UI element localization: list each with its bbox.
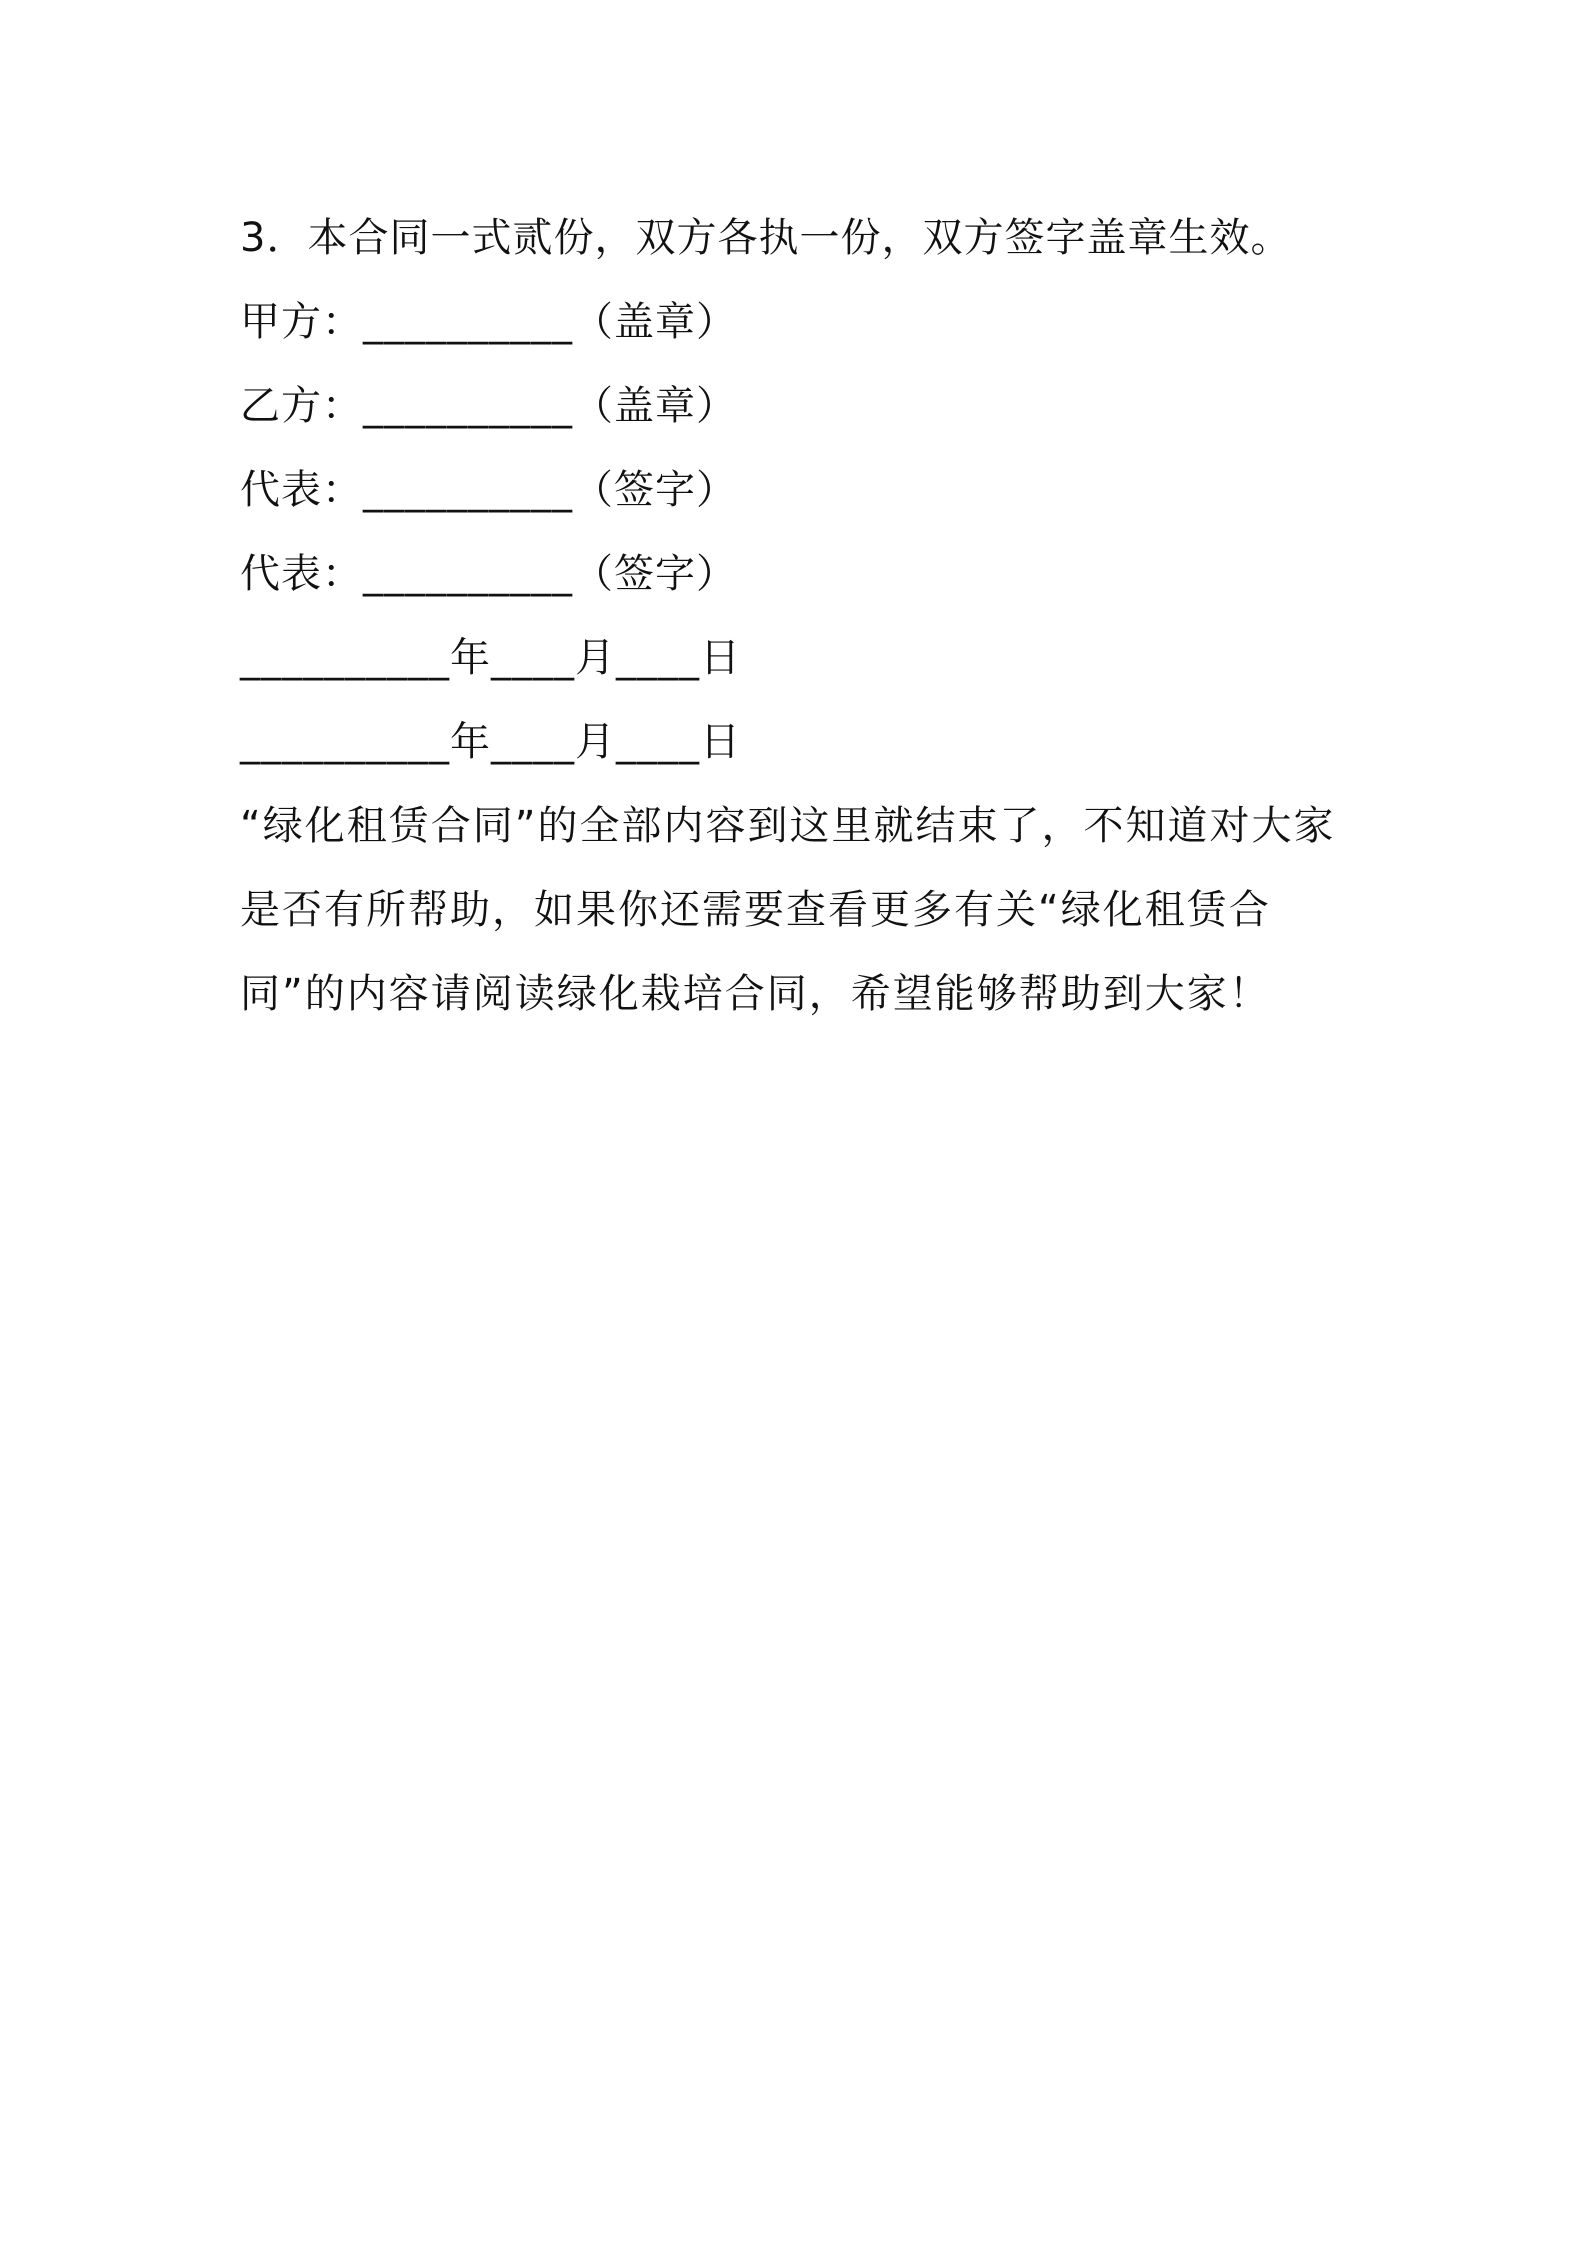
contract-clause-3: 3．本合同一式贰份，双方各执一份，双方签字盖章生效。	[240, 215, 1292, 261]
document-body	[240, 196, 1360, 1036]
closing-paragraph: “绿化租赁合同”的全部内容到这里就结束了，不知道对大家是否有所帮助，如果你还需要查看更多有关“绿化租赁合同”的内容请阅读绿化栽培合同，希望能够帮助到大家！	[240, 803, 1336, 1017]
signature-representative-a: 代表：__________（签字）	[240, 467, 737, 513]
date-line-a: __________年____月____日	[240, 635, 741, 681]
signature-representative-b: 代表：__________（签字）	[240, 551, 737, 597]
signature-party-a: 甲方：__________（盖章）	[240, 299, 737, 345]
date-line-b: __________年____月____日	[240, 719, 741, 765]
signature-party-b: 乙方：__________（盖章）	[240, 383, 737, 429]
